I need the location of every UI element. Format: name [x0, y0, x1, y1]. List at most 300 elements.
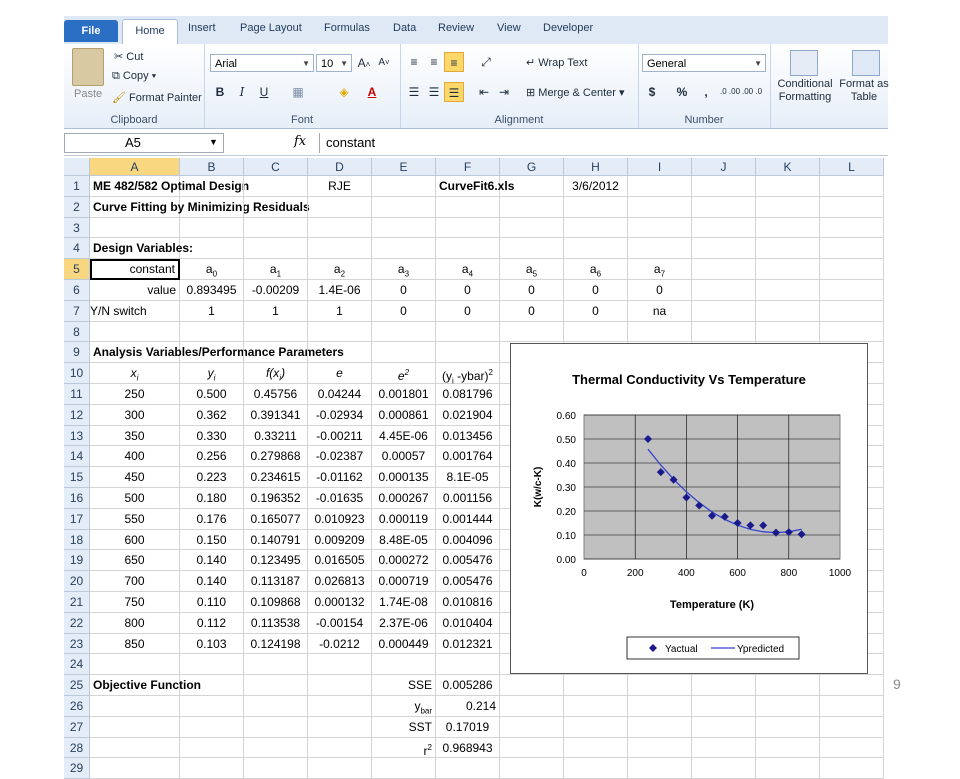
cell-f5[interactable] — [436, 259, 500, 280]
cell-j29[interactable] — [692, 758, 756, 779]
cell-a22[interactable] — [90, 613, 180, 634]
underline-button[interactable]: U — [259, 85, 269, 99]
italic-button[interactable]: I — [239, 85, 245, 99]
cell-h26[interactable] — [564, 696, 628, 717]
cell-a6[interactable] — [90, 280, 180, 301]
cell-e26[interactable] — [372, 696, 436, 717]
cell-f14[interactable] — [436, 446, 500, 467]
cell-b13[interactable] — [180, 426, 244, 447]
cell-d2[interactable] — [308, 197, 372, 218]
percent-button[interactable]: % — [676, 85, 688, 99]
column-header-i[interactable]: I — [628, 158, 692, 176]
cell-d11[interactable] — [308, 384, 372, 405]
cell-c2[interactable] — [244, 197, 308, 218]
cell-f8[interactable] — [436, 322, 500, 343]
cell-i6[interactable] — [628, 280, 692, 301]
cell-c10[interactable] — [244, 363, 308, 384]
tab-view[interactable]: View — [497, 22, 521, 34]
cell-a15[interactable] — [90, 467, 180, 488]
cell-g25[interactable] — [500, 675, 564, 696]
cell-g3[interactable] — [500, 218, 564, 239]
cell-a2[interactable] — [90, 197, 310, 218]
cell-d29[interactable] — [308, 758, 372, 779]
cell-e21[interactable] — [372, 592, 436, 613]
paste-icon[interactable] — [72, 48, 104, 86]
cell-b10[interactable] — [180, 363, 244, 384]
cell-a10[interactable] — [90, 363, 180, 384]
cell-a24[interactable] — [90, 654, 180, 675]
cell-c3[interactable] — [244, 218, 308, 239]
cell-i1[interactable] — [628, 176, 692, 197]
function-icon[interactable]: fx — [294, 134, 307, 149]
column-header-a[interactable]: A — [90, 158, 180, 176]
cell-d4[interactable] — [308, 238, 372, 259]
orientation-icon[interactable]: ⤢ — [481, 55, 491, 69]
cell-e27[interactable] — [372, 717, 436, 738]
cell-f18[interactable] — [436, 530, 500, 551]
cell-i7[interactable] — [628, 301, 692, 322]
cell-c24[interactable] — [244, 654, 308, 675]
increase-decimal-button[interactable]: .0 .00 — [720, 87, 741, 96]
row-header-5[interactable]: 5 — [64, 259, 90, 280]
cell-a3[interactable] — [90, 218, 180, 239]
column-header-e[interactable]: E — [372, 158, 436, 176]
cell-d10[interactable] — [308, 363, 372, 384]
cell-b16[interactable] — [180, 488, 244, 509]
cell-a8[interactable] — [90, 322, 180, 343]
cell-e1[interactable] — [372, 176, 436, 197]
cell-b5[interactable] — [180, 259, 244, 280]
cell-c6[interactable] — [244, 280, 308, 301]
cell-d16[interactable] — [308, 488, 372, 509]
cell-f6[interactable] — [436, 280, 500, 301]
cell-d9[interactable] — [308, 342, 372, 363]
cell-f11[interactable] — [436, 384, 500, 405]
cell-j28[interactable] — [692, 738, 756, 759]
column-header-h[interactable]: H — [564, 158, 628, 176]
cell-e19[interactable] — [372, 550, 436, 571]
cell-i8[interactable] — [628, 322, 692, 343]
grow-font-icon[interactable]: A˄ — [357, 56, 371, 70]
cell-k29[interactable] — [756, 758, 820, 779]
cell-a29[interactable] — [90, 758, 180, 779]
cell-i26[interactable] — [628, 696, 692, 717]
cell-l1[interactable] — [820, 176, 884, 197]
cell-j7[interactable] — [692, 301, 756, 322]
cell-h29[interactable] — [564, 758, 628, 779]
align-right-icon[interactable]: ☰ — [444, 82, 464, 102]
cell-l5[interactable] — [820, 259, 884, 280]
cell-b3[interactable] — [180, 218, 244, 239]
cell-b27[interactable] — [180, 717, 244, 738]
row-header-25[interactable]: 25 — [64, 675, 90, 696]
cell-e14[interactable] — [372, 446, 436, 467]
font-size-select[interactable] — [316, 54, 352, 72]
cell-f7[interactable] — [436, 301, 500, 322]
merge-center-button[interactable]: ⊞ Merge & Center ▾ — [526, 87, 625, 99]
cell-i2[interactable] — [628, 197, 692, 218]
cell-c26[interactable] — [244, 696, 308, 717]
cell-d27[interactable] — [308, 717, 372, 738]
cell-k27[interactable] — [756, 717, 820, 738]
cell-f27[interactable] — [436, 717, 500, 738]
cell-l7[interactable] — [820, 301, 884, 322]
cell-e23[interactable] — [372, 634, 436, 655]
cell-f24[interactable] — [436, 654, 500, 675]
format-as-table-button[interactable]: Format as Table — [839, 78, 889, 103]
cell-h2[interactable] — [564, 197, 628, 218]
row-header-10[interactable]: 10 — [64, 363, 90, 384]
cell-h5[interactable] — [564, 259, 628, 280]
cell-j25[interactable] — [692, 675, 756, 696]
cell-d6[interactable] — [308, 280, 372, 301]
cell-a12[interactable] — [90, 405, 180, 426]
cell-k2[interactable] — [756, 197, 820, 218]
cell-d5[interactable] — [308, 259, 372, 280]
cell-j6[interactable] — [692, 280, 756, 301]
cell-b24[interactable] — [180, 654, 244, 675]
cell-b23[interactable] — [180, 634, 244, 655]
decrease-indent-icon[interactable]: ⇤ — [478, 85, 490, 99]
cell-e4[interactable] — [372, 238, 436, 259]
cell-c11[interactable] — [244, 384, 308, 405]
tab-home[interactable]: Home — [122, 19, 178, 45]
cell-c19[interactable] — [244, 550, 308, 571]
chart[interactable] — [510, 343, 868, 674]
shrink-font-icon[interactable]: A˅ — [378, 57, 390, 68]
cell-f16[interactable] — [436, 488, 500, 509]
cell-f19[interactable] — [436, 550, 500, 571]
cell-a27[interactable] — [90, 717, 180, 738]
row-header-12[interactable]: 12 — [64, 405, 90, 426]
column-header-l[interactable]: L — [820, 158, 884, 176]
cell-d24[interactable] — [308, 654, 372, 675]
row-header-19[interactable]: 19 — [64, 550, 90, 571]
cell-e18[interactable] — [372, 530, 436, 551]
cell-b6[interactable] — [180, 280, 244, 301]
cell-g7[interactable] — [500, 301, 564, 322]
cell-a25[interactable] — [90, 675, 202, 696]
column-header-j[interactable]: J — [692, 158, 756, 176]
cell-d20[interactable] — [308, 571, 372, 592]
row-header-23[interactable]: 23 — [64, 634, 90, 655]
select-all-corner[interactable] — [64, 158, 90, 176]
cell-c20[interactable] — [244, 571, 308, 592]
cell-g4[interactable] — [500, 238, 564, 259]
cell-k8[interactable] — [756, 322, 820, 343]
cell-f3[interactable] — [436, 218, 500, 239]
cell-c13[interactable] — [244, 426, 308, 447]
row-header-16[interactable]: 16 — [64, 488, 90, 509]
cell-b8[interactable] — [180, 322, 244, 343]
cell-b18[interactable] — [180, 530, 244, 551]
tab-page-layout[interactable]: Page Layout — [240, 22, 302, 34]
align-center-icon[interactable]: ☰ — [428, 85, 440, 99]
cell-e28[interactable] — [372, 738, 436, 759]
cell-j8[interactable] — [692, 322, 756, 343]
cell-g2[interactable] — [500, 197, 564, 218]
row-header-9[interactable]: 9 — [64, 342, 90, 363]
cell-a4[interactable] — [90, 238, 194, 259]
cell-c14[interactable] — [244, 446, 308, 467]
cell-a28[interactable] — [90, 738, 180, 759]
cell-g26[interactable] — [500, 696, 564, 717]
align-left-icon[interactable]: ☰ — [408, 85, 420, 99]
cell-h27[interactable] — [564, 717, 628, 738]
cell-c8[interactable] — [244, 322, 308, 343]
row-header-21[interactable]: 21 — [64, 592, 90, 613]
cell-c29[interactable] — [244, 758, 308, 779]
cell-a26[interactable] — [90, 696, 180, 717]
cell-g8[interactable] — [500, 322, 564, 343]
cell-d1[interactable] — [308, 176, 372, 197]
cell-e22[interactable] — [372, 613, 436, 634]
row-header-17[interactable]: 17 — [64, 509, 90, 530]
cell-e20[interactable] — [372, 571, 436, 592]
cell-f26[interactable] — [436, 696, 500, 717]
cell-l2[interactable] — [820, 197, 884, 218]
align-bottom-icon[interactable]: ≡ — [444, 52, 464, 72]
cell-l26[interactable] — [820, 696, 884, 717]
comma-button[interactable]: , — [704, 85, 708, 99]
cell-l4[interactable] — [820, 238, 884, 259]
cell-b29[interactable] — [180, 758, 244, 779]
row-header-14[interactable]: 14 — [64, 446, 90, 467]
row-header-24[interactable]: 24 — [64, 654, 90, 675]
row-header-11[interactable]: 11 — [64, 384, 90, 405]
column-header-c[interactable]: C — [244, 158, 308, 176]
cell-b26[interactable] — [180, 696, 244, 717]
row-header-6[interactable]: 6 — [64, 280, 90, 301]
format-painter-button[interactable] — [112, 91, 202, 104]
cell-c22[interactable] — [244, 613, 308, 634]
cell-g6[interactable] — [500, 280, 564, 301]
cell-a20[interactable] — [90, 571, 180, 592]
cell-a11[interactable] — [90, 384, 180, 405]
cell-c16[interactable] — [244, 488, 308, 509]
cell-h7[interactable] — [564, 301, 628, 322]
cell-e7[interactable] — [372, 301, 436, 322]
cell-a17[interactable] — [90, 509, 180, 530]
cell-j4[interactable] — [692, 238, 756, 259]
cell-l27[interactable] — [820, 717, 884, 738]
cell-c25[interactable] — [244, 675, 308, 696]
cell-b25[interactable] — [180, 675, 244, 696]
cell-b28[interactable] — [180, 738, 244, 759]
cell-g29[interactable] — [500, 758, 564, 779]
cell-i29[interactable] — [628, 758, 692, 779]
copy-button[interactable]: ⧉ Copy ▾ — [112, 70, 157, 82]
cell-c12[interactable] — [244, 405, 308, 426]
row-header-22[interactable]: 22 — [64, 613, 90, 634]
cell-j27[interactable] — [692, 717, 756, 738]
cell-j3[interactable] — [692, 218, 756, 239]
cell-c27[interactable] — [244, 717, 308, 738]
cell-e8[interactable] — [372, 322, 436, 343]
cell-d23[interactable] — [308, 634, 372, 655]
cell-e15[interactable] — [372, 467, 436, 488]
cell-f22[interactable] — [436, 613, 500, 634]
cell-f1[interactable] — [436, 176, 515, 197]
cell-l29[interactable] — [820, 758, 884, 779]
row-header-15[interactable]: 15 — [64, 467, 90, 488]
cell-f15[interactable] — [436, 467, 500, 488]
increase-indent-icon[interactable]: ⇥ — [498, 85, 510, 99]
cell-d25[interactable] — [308, 675, 372, 696]
row-header-27[interactable]: 27 — [64, 717, 90, 738]
bold-button[interactable]: B — [215, 85, 225, 99]
cell-d14[interactable] — [308, 446, 372, 467]
cell-f29[interactable] — [436, 758, 500, 779]
cell-f12[interactable] — [436, 405, 500, 426]
row-header-28[interactable]: 28 — [64, 738, 90, 759]
font-color-icon[interactable]: A — [367, 85, 377, 99]
cell-h6[interactable] — [564, 280, 628, 301]
cell-b19[interactable] — [180, 550, 244, 571]
cell-a13[interactable] — [90, 426, 180, 447]
cell-k28[interactable] — [756, 738, 820, 759]
cell-e6[interactable] — [372, 280, 436, 301]
cell-f17[interactable] — [436, 509, 500, 530]
cell-e12[interactable] — [372, 405, 436, 426]
cell-h25[interactable] — [564, 675, 628, 696]
row-header-1[interactable]: 1 — [64, 176, 90, 197]
cell-k7[interactable] — [756, 301, 820, 322]
tab-file[interactable]: File — [64, 20, 118, 42]
cell-b4[interactable] — [180, 238, 244, 259]
cell-b22[interactable] — [180, 613, 244, 634]
fill-color-icon[interactable]: ◈ — [339, 85, 349, 99]
cell-i25[interactable] — [628, 675, 692, 696]
cell-k4[interactable] — [756, 238, 820, 259]
cell-c4[interactable] — [244, 238, 308, 259]
cell-b2[interactable] — [180, 197, 244, 218]
borders-icon[interactable]: ▦ — [292, 85, 304, 99]
cell-d22[interactable] — [308, 613, 372, 634]
cell-i28[interactable] — [628, 738, 692, 759]
row-header-4[interactable]: 4 — [64, 238, 90, 259]
number-format-select[interactable] — [642, 54, 766, 72]
column-header-f[interactable]: F — [436, 158, 500, 176]
cell-j5[interactable] — [692, 259, 756, 280]
cell-k26[interactable] — [756, 696, 820, 717]
cell-e16[interactable] — [372, 488, 436, 509]
cell-f21[interactable] — [436, 592, 500, 613]
cell-e13[interactable] — [372, 426, 436, 447]
cell-d18[interactable] — [308, 530, 372, 551]
cell-k6[interactable] — [756, 280, 820, 301]
wrap-text-button[interactable] — [526, 56, 587, 69]
cell-a16[interactable] — [90, 488, 180, 509]
row-header-2[interactable]: 2 — [64, 197, 90, 218]
column-header-g[interactable]: G — [500, 158, 564, 176]
cell-g28[interactable] — [500, 738, 564, 759]
cell-d19[interactable] — [308, 550, 372, 571]
row-header-26[interactable]: 26 — [64, 696, 90, 717]
cell-i5[interactable] — [628, 259, 692, 280]
row-header-29[interactable]: 29 — [64, 758, 90, 779]
cell-f25[interactable] — [436, 675, 500, 696]
cell-d13[interactable] — [308, 426, 372, 447]
tab-insert[interactable]: Insert — [188, 22, 216, 34]
row-header-20[interactable]: 20 — [64, 571, 90, 592]
cell-d17[interactable] — [308, 509, 372, 530]
cell-f20[interactable] — [436, 571, 500, 592]
cell-a9[interactable] — [90, 342, 344, 363]
cell-b11[interactable] — [180, 384, 244, 405]
cell-h1[interactable] — [564, 176, 628, 197]
cell-c18[interactable] — [244, 530, 308, 551]
cell-h3[interactable] — [564, 218, 628, 239]
cell-b9[interactable] — [180, 342, 244, 363]
cell-a7[interactable] — [90, 301, 180, 322]
cell-a18[interactable] — [90, 530, 180, 551]
cell-j2[interactable] — [692, 197, 756, 218]
cell-e11[interactable] — [372, 384, 436, 405]
cell-c15[interactable] — [244, 467, 308, 488]
cell-b12[interactable] — [180, 405, 244, 426]
cell-a5[interactable] — [90, 259, 180, 280]
cell-c17[interactable] — [244, 509, 308, 530]
tab-formulas[interactable]: Formulas — [324, 22, 370, 34]
cell-j26[interactable] — [692, 696, 756, 717]
cell-c28[interactable] — [244, 738, 308, 759]
cell-e25[interactable] — [372, 675, 436, 696]
cell-e10[interactable] — [372, 363, 436, 384]
cell-j1[interactable] — [692, 176, 756, 197]
align-top-icon[interactable]: ≡ — [410, 55, 418, 69]
cell-k25[interactable] — [756, 675, 820, 696]
cell-i3[interactable] — [628, 218, 692, 239]
cell-e9[interactable] — [372, 342, 436, 363]
cell-h28[interactable] — [564, 738, 628, 759]
cell-e29[interactable] — [372, 758, 436, 779]
cell-d8[interactable] — [308, 322, 372, 343]
cell-a23[interactable] — [90, 634, 180, 655]
chevron-down-icon[interactable]: ▼ — [209, 137, 218, 147]
cell-i4[interactable] — [628, 238, 692, 259]
cell-f10[interactable] — [436, 363, 500, 384]
row-header-7[interactable]: 7 — [64, 301, 90, 322]
cell-i27[interactable] — [628, 717, 692, 738]
cell-k3[interactable] — [756, 218, 820, 239]
cell-a19[interactable] — [90, 550, 180, 571]
cell-f28[interactable] — [436, 738, 500, 759]
cell-d7[interactable] — [308, 301, 372, 322]
cell-e5[interactable] — [372, 259, 436, 280]
cell-d21[interactable] — [308, 592, 372, 613]
formula-input[interactable]: constant — [319, 133, 888, 153]
align-middle-icon[interactable]: ≡ — [430, 55, 438, 69]
cell-d12[interactable] — [308, 405, 372, 426]
cell-h8[interactable] — [564, 322, 628, 343]
cell-e2[interactable] — [372, 197, 436, 218]
cell-f13[interactable] — [436, 426, 500, 447]
tab-data[interactable]: Data — [393, 22, 417, 34]
cell-l28[interactable] — [820, 738, 884, 759]
cell-e24[interactable] — [372, 654, 436, 675]
cell-c9[interactable] — [244, 342, 308, 363]
cell-c21[interactable] — [244, 592, 308, 613]
cut-button[interactable] — [114, 50, 143, 63]
cell-d3[interactable] — [308, 218, 372, 239]
cell-b21[interactable] — [180, 592, 244, 613]
tab-developer[interactable]: Developer — [543, 22, 594, 34]
cell-e3[interactable] — [372, 218, 436, 239]
cell-l8[interactable] — [820, 322, 884, 343]
name-box[interactable]: A5 — [64, 133, 224, 153]
cell-b7[interactable] — [180, 301, 244, 322]
